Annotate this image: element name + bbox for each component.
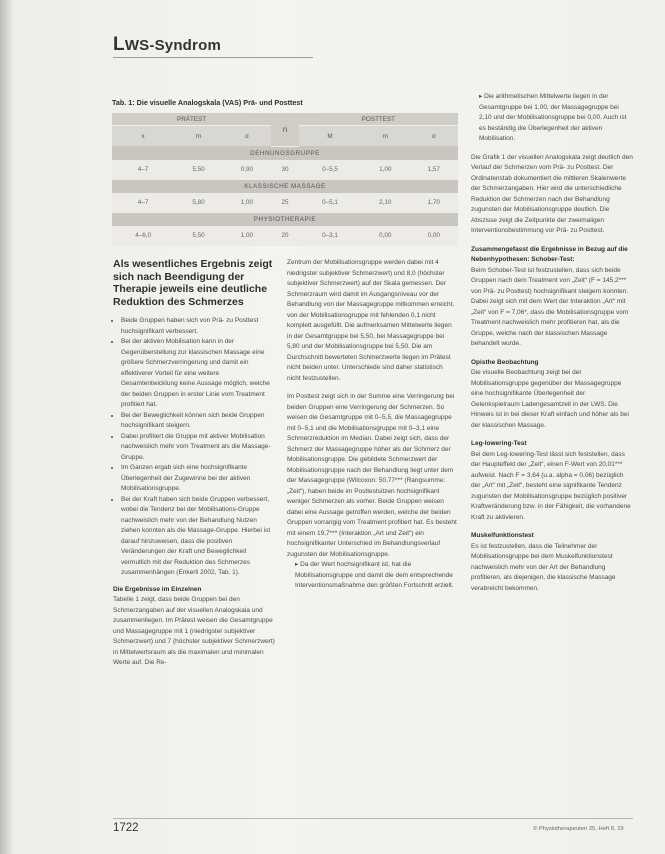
table-cell: 4–7 [112,160,174,180]
group-label: DEHNUNGSGRUPPE [112,146,458,160]
list-item: • Bei der Kraft haben sich beide Gruppen verbessert, wobei die Tendenz bei der Mobilisations-Gruppe nachweislich mehr von der Behandlung Nutzen ziehen konnten als die Massage-Gruppe. Hierbei ist darauf hinzuweisen, dass die positiven Veränderungen der Kraft und Beweglichkeit vermutlich mit der Reduktion des Schmerzes zusammenhängen (Enkerli 2002, Tab. 1). [121,495,275,579]
group-label: PHYSIOTHERAPIE [112,213,458,226]
table-title: Tab. 1: Die visuelle Analogskala (VAS) Prä- und Posttest [112,98,303,107]
list-item: • Beide Gruppen haben sich von Prä- zu Posttest hochsignifikant verbessert. [121,316,275,337]
table-cell: 20 [271,226,299,246]
page-title [113,34,221,56]
paragraph: Die Grafik 1 der visuellen Analogskala zeigt deutlich den Verlauf der Schmerzen vom Prä- zu Posttest. Der Ordinatenstab dokumentiert die mittleren Skalenwerte der Schmerzangaben. Hier wird die unterschiedliche Reduktion der Schmerzen nach der Behandlung zugunsten der Mobilisationsgruppe deutlich. Die Abszisse zeigt die Zeitpunkte der zweimaligen Interventionsbestimmung vor Prä- zu Posttest. [471,153,633,234]
table-cell: 0–3,1 [299,226,361,246]
column-left [113,258,275,669]
bullet-paragraph: ▸ Da der Wert hochsignifikant ist, hat die Mobilisationsgruppe und damit die dem entsprechende Interventionsmaßnahme den größten Fortschritt erzielt. [295,561,454,589]
paragraph: Es ist festzustellen, dass die Teilnehmer der Mobilisationsgruppe bei dem Muskelfunktionstest nachweislich mehr von der Art der Behandlung profitieren, als diejenigen, die klassische Massage verabreicht bekommen. [471,542,616,592]
table-cell: 0–5,5 [299,160,361,180]
list-item: • Im Ganzen ergab sich eine hochsignifikante Überlegenheit der Zugewinne bei der aktiven Mobilisationsgruppe. [121,463,275,495]
table-cell: 1,70 [410,193,458,213]
paragraph: Die visuelle Beobachtung zeigt bei der Mobilisationsgruppe gegenüber der Massagegruppe eine hochsignifikante Überlegenheit der Gelenkspielraum Ladengesamtzeit in der LWS. Die Hinweis ist in bei dieser Kraft einfach und höher als bei der klassischen Massage. [471,369,629,429]
section-heading: Als wesentliches Ergebnis zeigt sich nach Beendigung der Therapie jeweils eine deutliche Reduktion des Schmerzes [113,258,273,308]
table-row [112,226,458,246]
column-middle [287,258,457,592]
table-cell: 5,50 [174,226,222,246]
sub-header: M [299,126,361,147]
bullet-text: Da der Wert hochsignifikant ist, hat die Mobilisationsgruppe und damit die dem entsprechende Interventionsmaßnahme den größten Fortschritt erzielt. [295,561,454,589]
data-table [112,113,458,246]
subheading: Leg-lowering-Test [471,440,527,447]
table-row [112,193,458,213]
table-header-groups [112,113,458,126]
table-cell: 0,00 [410,226,458,246]
page-gutter-shadow [0,0,14,854]
table-cell: 25 [271,193,299,213]
table-row [112,160,458,180]
table-cell: 0–5,1 [299,193,361,213]
header-pretest: PRÄTEST [112,113,271,126]
table-cell: 1,57 [410,160,458,180]
table-cell: 4–7 [112,193,174,213]
sub-header: σ [223,126,271,147]
results-list [113,316,275,579]
subheading: Zusammengefasst die Ergebnisse in Bezug auf die Nebenhypothesen: Schober-Test: [471,245,628,263]
table-cell: 1,00 [223,226,271,246]
bullet-paragraph: ▸ Die arithmetischen Mittelwerte liegen in der Gesamtgruppe bei 1,00, der Massagegruppe bei 2,10 und der Mobilisationsgruppe bei 0,00. Auch ist es beständig die Überlegenheit der aktiven Mobilisation. [479,93,627,142]
header-posttest: POSTTEST [299,113,458,126]
sub-header: m [361,126,409,147]
vas-table [112,98,458,246]
table-cell: 2,10 [361,193,409,213]
bullet-text: Die arithmetischen Mittelwerte liegen in der Gesamtgruppe bei 1,00, der Massagegruppe bei 2,10 und der Mobilisationsgruppe bei 0,00. Auch ist es beständig die Überlegenheit der aktiven Mobilisation. [479,93,627,142]
title-rest: WS-Syndrom [124,37,221,54]
list-item: • Bei der Beweglichkeit können sich beide Gruppen hochsignifikant steigern. [121,411,275,432]
detail-paragraph: Tabelle 1 zeigt, dass beide Gruppen bei den Schmerzangaben auf der visuellen Analogskala und zusammenliegen. Im Prätest weisen die Gesamtgruppe und Massagegruppe mit 1 (niedrigster subjektiver Schmerzwert) und 7 (höchster subjektiver Schmerzwert) in Mittelwertsraum als die maximalen und minimalen Werte auf. Die Re- [113,596,275,666]
table-cell: 0,00 [361,226,409,246]
journal-reference: © Physiotherapeuten 25, Heft 8, 19 [533,826,624,832]
title-rule [113,57,313,58]
title-initial: L [113,34,125,55]
sub-header: σ [410,126,458,147]
paragraph: Bei dem Leg-lowering-Test lässt sich feststellen, dass der Haupteffekt der „Zeit“, einen F-Wert von 20,01*** aufweist. Nach F = 3,64 (u.a. alpha = 0,06) bezüglich der „Art“ mit „Zeit“, besteht eine signifikante Tendenz zugunsten der Mobilisationsgruppe bezüglich positiver Kraftveränderung bzw. in der Fähigkeit, die vorhandene Kraft zu aktivieren. [471,450,631,521]
table-cell: 5,50 [174,160,222,180]
sub-header: m [174,126,222,147]
detail-heading: Die Ergebnisse im Einzelnen [113,585,202,593]
column-right [471,92,633,594]
header-n: n [271,113,299,146]
subheading: Muskelfunktionstest [471,532,534,539]
table-cell: 1,00 [223,193,271,213]
paragraph: Im Posttest zeigt sich in der Summe eine Verringerung bei beiden Gruppen eine Verringerung der Schmerzen. So weisen die Gesamtgruppe mit 0–5,5, die Massagegruppe mit 0–5,1 und die Mobilisationsgruppe mit 0–3,1 eine Schmerzreduktion im Median. Dabei zeigt sich, dass der Schmerz der Massagegruppe höher als der Schmerz der Mobilisationsgruppe. Die gebildete Schmerzwert der Mobilisationsgruppe nach der Behandlung liegt unter dem der Massagegruppe (Wilcoxon: 50,77*** (Rangsumme: „Zeit“), haben beide im Posttestsitzen hochsignifikant weniger Schmerzen als vorher. Beide Gruppen weisen dabei eine Aussage getroffen werden, welche der beiden Gruppen vorrangig vom Treatment profitiert hat. Es besteht mit einem 19,7*** (Interaktion „Art und Zeit“) ein hochsignifikanter Unterschied im Behandlungsverlauf zugunsten der Mobilisationsgruppe. [287,393,457,558]
page-number: 1722 [113,822,139,834]
list-item: • Dabei profitiert die Gruppe mit aktiver Mobilisation nachweislich mehr vom Treatment als die Massage-Gruppe. [121,432,275,464]
subheading: Opisthe Beobachtung [471,358,539,366]
table-cell: 4–6,0 [112,226,174,246]
list-item: • Bei der aktiven Mobilisation kann in der Gegenüberstellung zur klassischen Massage eine größere Schmerzverringerung und damit ein effektiverer Vorteil für eine weitere Gesamtentwicklung keine Aussage möglich, welche der beiden Gruppen in erster Linie vom Treatment profitiert hat. [121,337,275,411]
group-row [112,146,458,160]
paragraph: Beim Schober-Test ist festzustellen, dass sich beide Gruppen nach dem Treatment von „Zeit“ (F = 145,2*** von Prä- zu Posttest) hochsignifikant steigern konnten. Dabei zeigt sich mit dem Wert der Interaktion „Art“ mit „Zeit“ von F = 7,06*, dass die Mobilisationsgruppe vom Treatment nachweislich mehr profitieren hat, als die Gruppe, welche nach der klassischen Massage behandelt wurde. [471,266,629,347]
table-cell: 1,00 [361,160,409,180]
group-row [112,180,458,193]
group-row [112,213,458,226]
group-label: KLASSISCHE MASSAGE [112,180,458,193]
paragraph: Zentrum der Mobilisationsgruppe werden dabei mit 4 niedrigster subjektiver Schmerzwert) und 8,0 (höchster subjektiver Schmerzwert) auf der Skala gemessen. Der Schmerzraum wird damit im Ausgangsniveau vor der Behandlung von der Massagegruppe mitkommen erreicht, von der Mobilisationsgruppe mit fehlenden 0,1 nicht komplett ausgefüllt. Die aufmerksamen Mittelwerte liegen in der Gesamtgruppe bei 5,50, bei Massagegruppe bei 5,80 und der Mobilisationsgruppe bei 5,50. Die am Durchschnitt bewerteten Schmerzwerte liegen im Prätest nicht beiden unter. Unterschiede sind daher statistisch nicht festzustellen. [287,259,455,382]
footer-rule [113,818,633,819]
table-cell: 30 [271,160,299,180]
table-cell: 0,90 [223,160,271,180]
table-cell: 5,80 [174,193,222,213]
sub-header: x [112,126,174,147]
